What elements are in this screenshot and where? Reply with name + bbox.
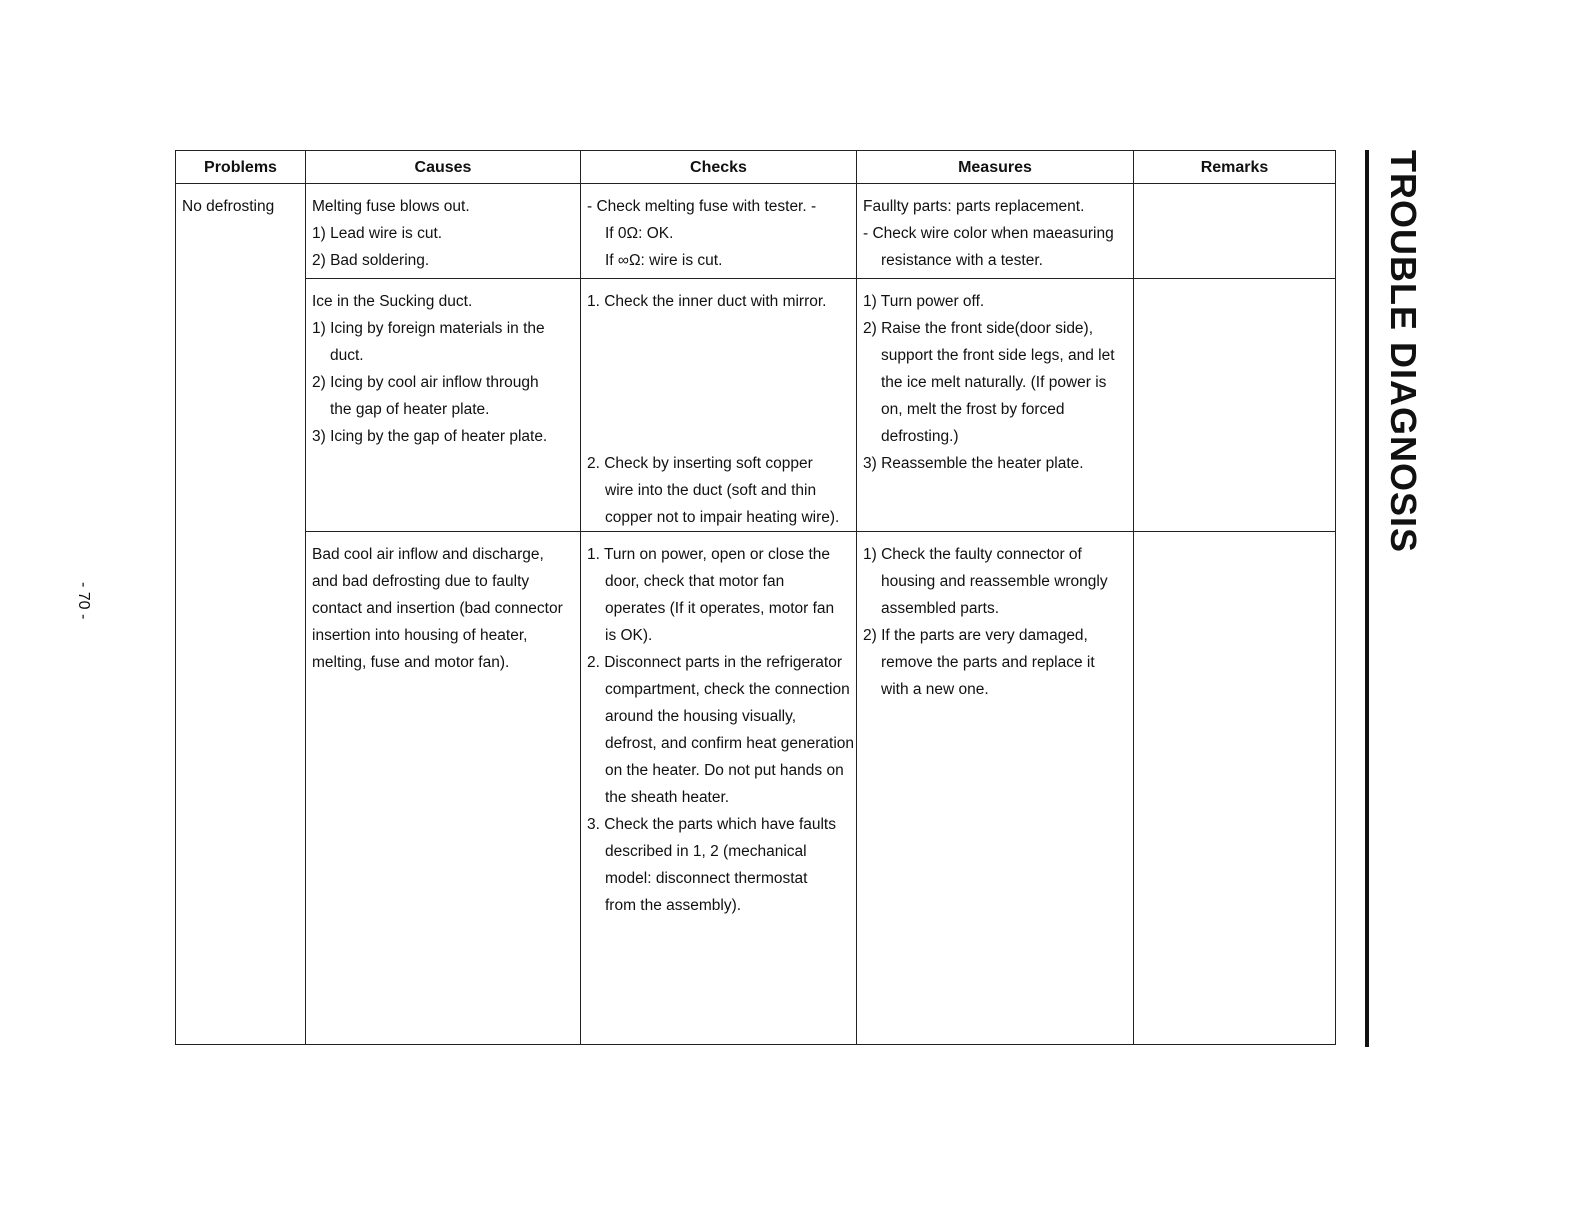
table-row	[176, 532, 1336, 1045]
measure-line: 2) If the parts are very damaged,	[863, 627, 1088, 644]
section-title: TROUBLE DIAGNOSIS	[1383, 150, 1424, 554]
spacer	[587, 396, 851, 423]
spacer	[587, 342, 851, 369]
cause-line: duct.	[330, 347, 364, 364]
measure-line: with a new one.	[881, 681, 989, 698]
measure-line: housing and reassemble wrongly	[881, 573, 1108, 590]
measure-line: 1) Check the faulty connector of	[863, 546, 1082, 563]
section-side-bar	[1365, 150, 1369, 1047]
remarks-cell	[1134, 279, 1336, 532]
header-causes: Causes	[306, 151, 581, 184]
check-line: 1. Check the inner duct with mirror.	[587, 293, 827, 310]
header-measures: Measures	[857, 151, 1134, 184]
cause-line: insertion into housing of heater,	[312, 627, 528, 644]
section-title-block	[1372, 150, 1432, 590]
cause-line: melting, fuse and motor fan).	[312, 654, 510, 671]
check-line: 2. Disconnect parts in the refrigerator	[587, 654, 843, 671]
cause-line: and bad defrosting due to faulty	[312, 573, 530, 590]
measure-line: 1) Turn power off.	[863, 293, 985, 310]
measure-line: Faullty parts: parts replacement.	[863, 198, 1085, 215]
measure-line: the ice melt naturally. (If power is	[881, 374, 1107, 391]
cause-line: Melting fuse blows out.	[312, 198, 470, 215]
header-remarks: Remarks	[1134, 151, 1336, 184]
check-line: described in 1, 2 (mechanical	[605, 843, 807, 860]
check-line: If 0Ω: OK.	[605, 225, 674, 242]
check-line: on the heater. Do not put hands on	[605, 762, 844, 779]
header-checks: Checks	[581, 151, 857, 184]
cause-line: 2) Icing by cool air inflow through	[312, 374, 539, 391]
check-line: door, check that motor fan	[605, 573, 785, 590]
cause-line: 2) Bad soldering.	[312, 252, 430, 269]
measure-line: on, melt the frost by forced	[881, 401, 1065, 418]
measure-line: resistance with a tester.	[881, 252, 1043, 269]
check-line: - Check melting fuse with tester. -	[587, 198, 817, 215]
spacer	[587, 369, 851, 396]
cause-line: 1) Icing by foreign materials in the	[312, 320, 545, 337]
problem-text: No defrosting	[182, 198, 275, 215]
check-line: wire into the duct (soft and thin	[605, 482, 817, 499]
measure-line: assembled parts.	[881, 600, 1000, 617]
spacer	[587, 315, 851, 342]
checks-cell	[581, 184, 857, 279]
check-line: compartment, check the connection	[605, 681, 850, 698]
check-line: model: disconnect thermostat	[605, 870, 808, 887]
check-line: 3. Check the parts which have faults	[587, 816, 836, 833]
measure-line: remove the parts and replace it	[881, 654, 1095, 671]
measure-line: 3) Reassemble the heater plate.	[863, 455, 1084, 472]
cause-line: contact and insertion (bad connector	[312, 600, 563, 617]
table-header-row	[176, 151, 1336, 184]
causes-cell	[306, 532, 581, 1045]
measures-cell	[857, 279, 1134, 532]
check-line: from the assembly).	[605, 897, 742, 914]
check-line: operates (If it operates, motor fan	[605, 600, 835, 617]
check-line: 1. Turn on power, open or close the	[587, 546, 830, 563]
header-problems: Problems	[176, 151, 306, 184]
spacer	[587, 423, 851, 450]
measure-line: - Check wire color when maeasuring	[863, 225, 1114, 242]
cause-line: 1) Lead wire is cut.	[312, 225, 443, 242]
checks-cell	[581, 532, 857, 1045]
problem-cell	[176, 184, 306, 1045]
cause-line: the gap of heater plate.	[330, 401, 490, 418]
table-row	[176, 184, 1336, 279]
trouble-diagnosis-table	[175, 150, 1336, 1045]
page-number: - 70 -	[75, 582, 92, 620]
measures-cell	[857, 532, 1134, 1045]
measure-line: 2) Raise the front side(door side),	[863, 320, 1094, 337]
causes-cell	[306, 279, 581, 532]
checks-cell	[581, 279, 857, 532]
cause-line: Ice in the Sucking duct.	[312, 293, 473, 310]
cause-line: 3) Icing by the gap of heater plate.	[312, 428, 548, 445]
check-line: copper not to impair heating wire).	[605, 509, 840, 526]
measures-cell	[857, 184, 1134, 279]
remarks-cell	[1134, 532, 1336, 1045]
check-line: the sheath heater.	[605, 789, 730, 806]
check-line: is OK).	[605, 627, 653, 644]
measure-line: defrosting.)	[881, 428, 959, 445]
cause-line: Bad cool air inflow and discharge,	[312, 546, 544, 563]
check-line: 2. Check by inserting soft copper	[587, 455, 813, 472]
check-line: defrost, and confirm heat generation	[605, 735, 855, 752]
measure-line: support the front side legs, and let	[881, 347, 1115, 364]
check-line: around the housing visually,	[605, 708, 797, 725]
check-line: If ∞Ω: wire is cut.	[605, 252, 723, 269]
remarks-cell	[1134, 184, 1336, 279]
causes-cell	[306, 184, 581, 279]
table-row	[176, 279, 1336, 532]
